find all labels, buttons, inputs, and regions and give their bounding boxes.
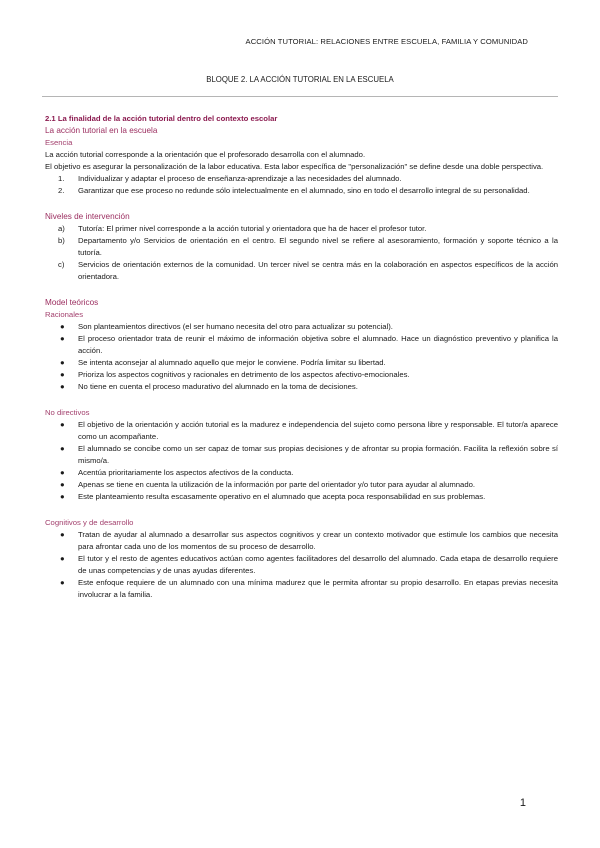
list-item xyxy=(45,381,558,393)
list-item-text: Acentúa prioritariamente los aspectos afectivos de la conducta. xyxy=(78,468,294,477)
cognitivos-list xyxy=(45,529,558,601)
bullet-icon: ● xyxy=(60,530,65,539)
list-marker: a) xyxy=(58,224,65,233)
list-item-text: Garantizar que ese proceso no redunde sólo intelectualmente en el alumnado, sino en todo el desarrollo integral de su personalidad. xyxy=(78,186,530,195)
no-directivos-heading: No directivos xyxy=(45,408,90,417)
running-header: ACCIÓN TUTORIAL: RELACIONES ENTRE ESCUELA, FAMILIA Y COMUNIDAD xyxy=(245,37,528,46)
list-item xyxy=(45,369,558,381)
list-item xyxy=(45,443,558,467)
list-item xyxy=(45,321,558,333)
esencia-paragraph-2: El objetivo es asegurar la personalización de la labor educativa. Esta labor específica de "personalización" se define desde una doble perspectiva. xyxy=(45,162,544,171)
list-item xyxy=(45,235,558,259)
list-item xyxy=(45,185,558,197)
list-item xyxy=(45,577,558,601)
bullet-icon: ● xyxy=(60,468,65,477)
list-item-text: Tratan de ayudar al alumnado a desarrollar sus aspectos cognitivos y crear un contexto motivador que estimule los cambios que necesita para afrontar cada uno de los momentos de su proceso de desarrollo. xyxy=(78,530,558,551)
bullet-icon: ● xyxy=(60,322,65,331)
bullet-icon: ● xyxy=(60,334,65,343)
list-item-text: El proceso orientador trata de reunir el máximo de información objetiva sobre el alumnado. Hace un diagnóstico preventivo y planifica la acción. xyxy=(78,334,558,355)
list-item-text: No tiene en cuenta el proceso madurativo del alumnado en la toma de decisiones. xyxy=(78,382,358,391)
esencia-paragraph-1: La acción tutorial corresponde a la orientación que el profesorado desarrolla con el alumnado. xyxy=(45,150,366,159)
bullet-icon: ● xyxy=(60,554,65,563)
section-title: 2.1 La finalidad de la acción tutorial dentro del contexto escolar xyxy=(45,114,278,123)
list-item-text: Prioriza los aspectos cognitivos y racionales en detrimento de los aspectos afectivo-emocionales. xyxy=(78,370,410,379)
list-item xyxy=(45,479,558,491)
no-directivos-list xyxy=(45,419,558,503)
list-item xyxy=(45,553,558,577)
list-item xyxy=(45,419,558,443)
list-marker: c) xyxy=(58,260,65,269)
list-marker: b) xyxy=(58,236,65,245)
list-item-text: Tutoría: El primer nivel corresponde a la acción tutorial y orientadora que ha de hacer el profesor tutor. xyxy=(78,224,427,233)
list-item-text: Individualizar y adaptar el proceso de enseñanza-aprendizaje a las necesidades del alumnado. xyxy=(78,174,402,183)
list-item-text: El objetivo de la orientación y acción tutorial es la madurez e independencia del sujeto como persona libre y responsable. El tutor/a aparece como un acompañante. xyxy=(78,420,558,441)
bullet-icon: ● xyxy=(60,370,65,379)
racionales-heading: Racionales xyxy=(45,310,84,319)
bullet-icon: ● xyxy=(60,492,65,501)
list-item-text: Este planteamiento resulta escasamente operativo en el alumnado que acepta poca responsabilidad en sus problemas. xyxy=(78,492,486,501)
bullet-icon: ● xyxy=(60,444,65,453)
niveles-list xyxy=(45,223,558,283)
list-marker: 2. xyxy=(58,186,65,195)
list-item xyxy=(45,333,558,357)
bullet-icon: ● xyxy=(60,480,65,489)
perspectives-list xyxy=(45,173,558,197)
list-item xyxy=(45,259,558,283)
list-item-text: El alumnado se concibe como un ser capaz de tomar sus propias decisiones y de afrontar su propia formación. Facilita la reflexión sobre sí mismo/a. xyxy=(78,444,558,465)
bullet-icon: ● xyxy=(60,578,65,587)
list-item xyxy=(45,357,558,369)
cognitivos-heading: Cognitivos y de desarrollo xyxy=(45,518,134,527)
esencia-heading: Esencia xyxy=(45,138,73,147)
bullet-icon: ● xyxy=(60,358,65,367)
niveles-heading: Niveles de intervención xyxy=(45,212,130,221)
list-item xyxy=(45,529,558,553)
page-number: 1 xyxy=(519,797,526,809)
list-item xyxy=(45,491,558,503)
bullet-icon: ● xyxy=(60,420,65,429)
list-item xyxy=(45,173,558,185)
list-item-text: Se intenta aconsejar al alumnado aquello que mejor le conviene. Podría limitar su libertad. xyxy=(78,358,386,367)
list-item-text: Departamento y/o Servicios de orientación en el centro. El segundo nivel se refiere al asesoramiento, formación y soporte técnico a la tutoría. xyxy=(78,236,558,257)
list-item-text: Este enfoque requiere de un alumnado con una mínima madurez que le permita afrontar su propio desarrollo. En etapas previas necesita involucrar a la familia. xyxy=(78,578,558,599)
section-subtitle: La acción tutorial en la escuela xyxy=(45,126,158,135)
bullet-icon: ● xyxy=(60,382,65,391)
racionales-list xyxy=(45,321,558,393)
list-item-text: Apenas se tiene en cuenta la utilización de la información por parte del orientador y/o tutor para ayudar al alumnado. xyxy=(78,480,476,489)
list-item-text: Servicios de orientación externos de la comunidad. Un tercer nivel se centra más en la colaboración en aspectos específicos de la acción orientadora. xyxy=(78,260,558,281)
list-marker: 1. xyxy=(58,174,65,183)
header-divider xyxy=(42,96,558,97)
modelos-heading: Model teóricos xyxy=(45,298,99,307)
list-item-text: Son planteamientos directivos (el ser humano necesita del otro para actualizar su potencial). xyxy=(78,322,393,331)
block-title: BLOQUE 2. LA ACCIÓN TUTORIAL EN LA ESCUELA xyxy=(206,75,394,84)
list-item-text: El tutor y el resto de agentes educativos actúan como agentes facilitadores del desarrollo del alumnado. Cada etapa de desarrollo requiere de unas competencias y de unas ayudas diferentes. xyxy=(78,554,558,575)
list-item xyxy=(45,467,558,479)
page-content xyxy=(45,113,558,601)
list-item xyxy=(45,223,558,235)
